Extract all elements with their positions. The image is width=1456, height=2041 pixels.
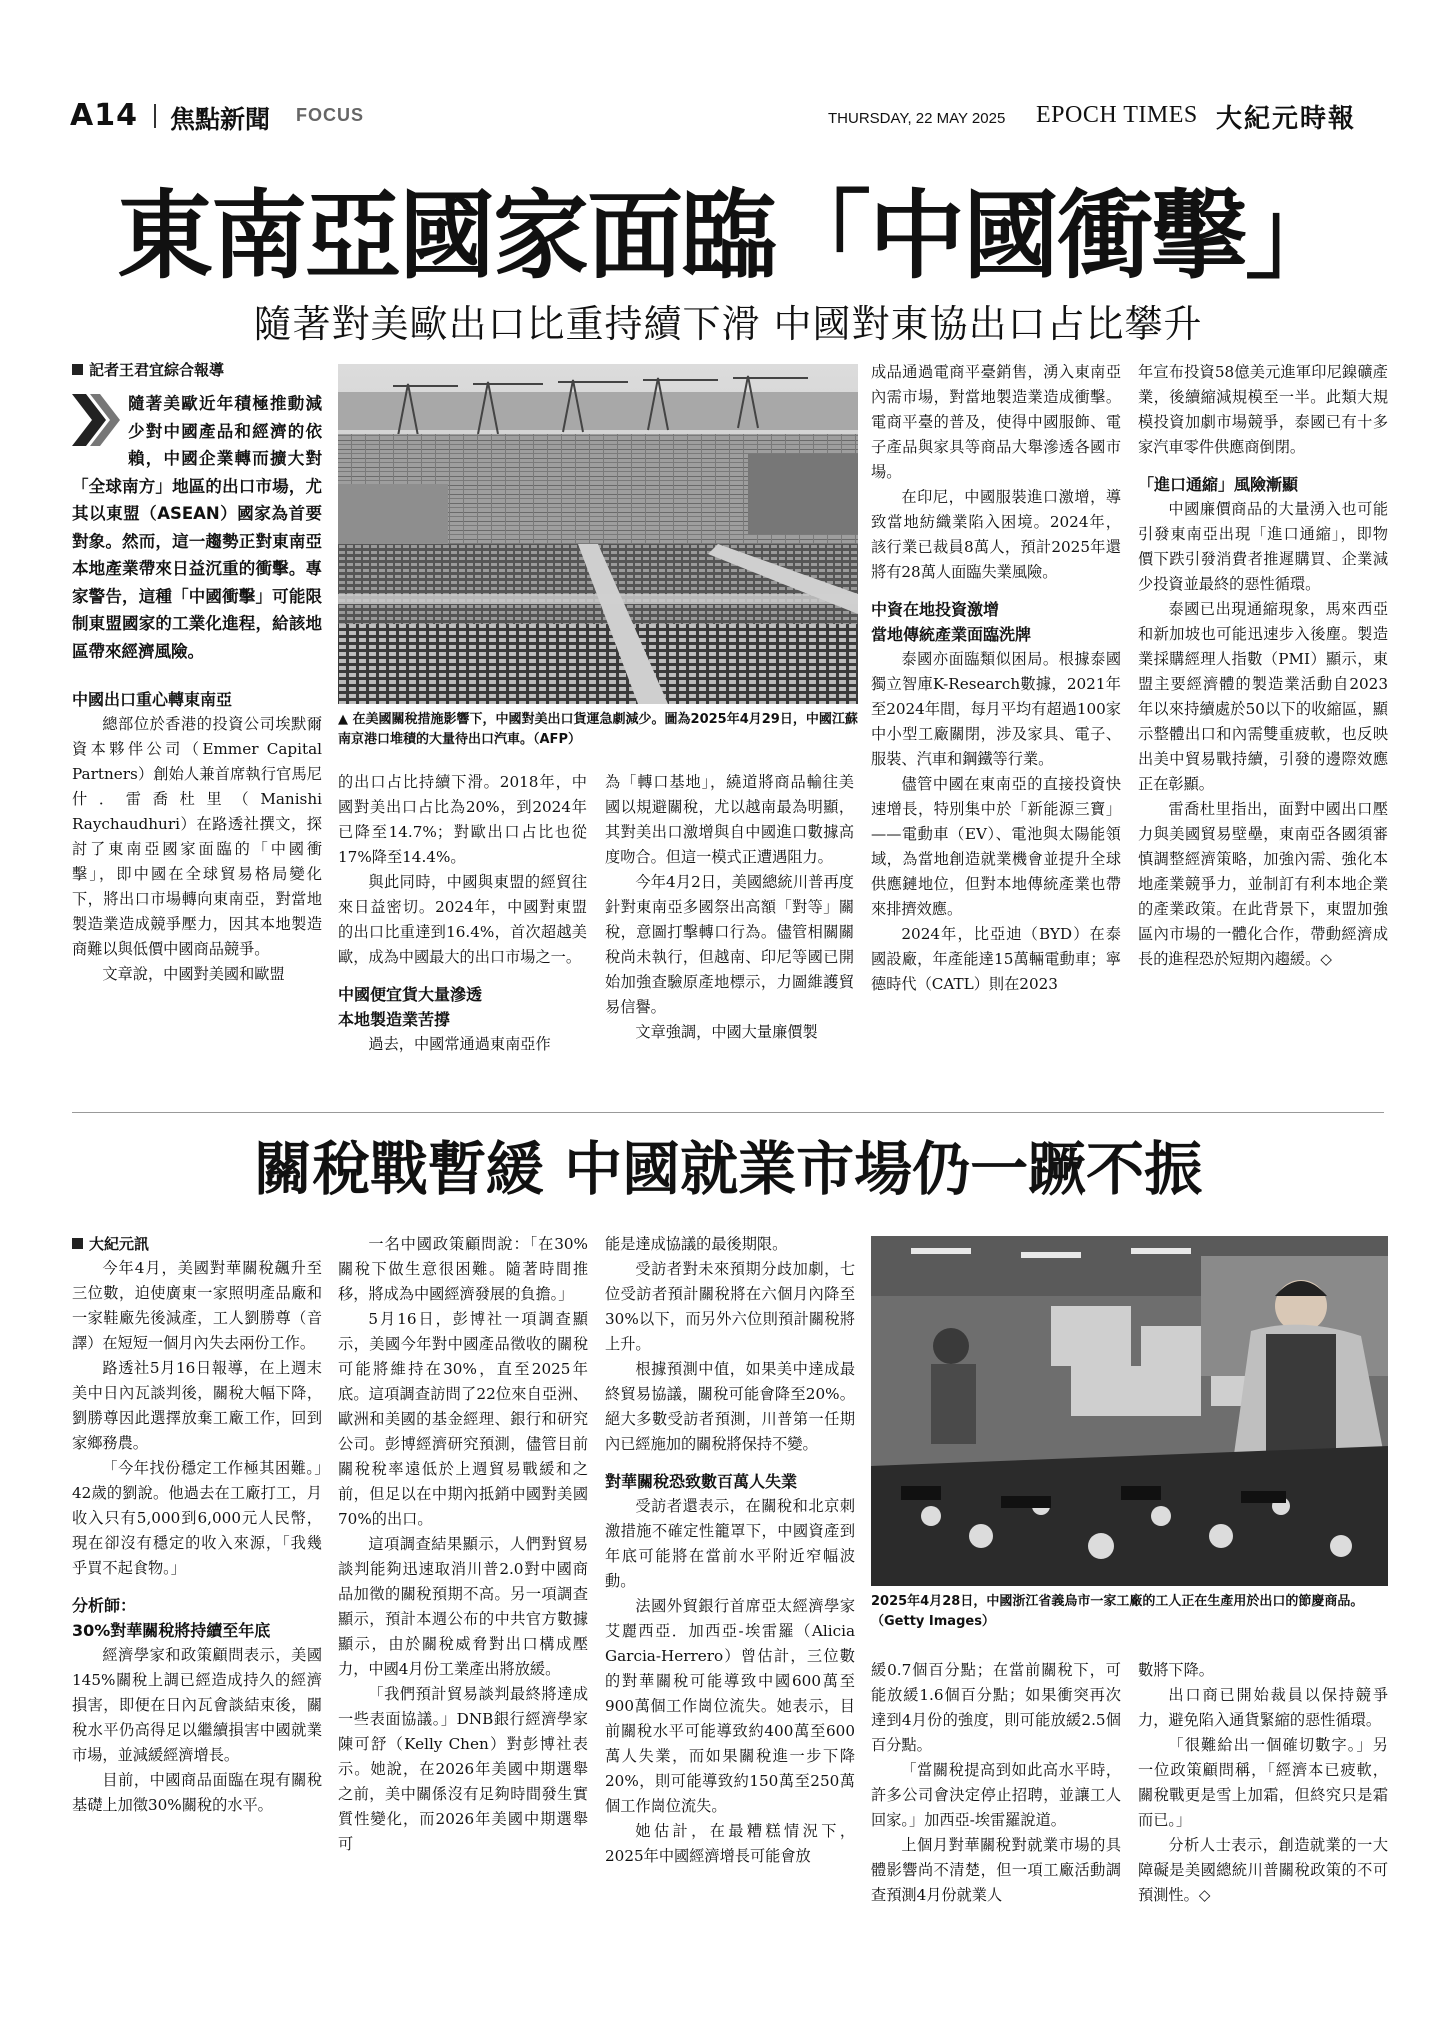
article-paragraph: 成品通過電商平臺銷售，湧入東南亞內需市場，對當地製造業造成衝擊。電商平臺的普及，使得中國服飾、電子產品與家具等商品大舉滲透各國市場。 [871, 363, 1121, 481]
article-paragraph: 泰國已出現通縮現象，馬來西亞和新加坡也可能迅速步入後塵。製造業採購經理人指數（PMI）顯示，東盟主要經濟體的製造業活動自2023年以來持續處於50以下的收縮區，顯示整體出口和內需雙重疲軟，也反映出美中貿易戰持續，引發的邊際效應正在彰顯。 [1138, 600, 1388, 793]
article-paragraph: 出口商已開始裁員以保持競爭力，避免陷入通貨緊縮的惡性循環。 [1138, 1686, 1388, 1729]
story2-column-1 [72, 1232, 322, 2012]
story-divider [72, 1112, 1384, 1113]
article-subhead: 「進口通縮」風險漸顯 [1138, 475, 1299, 494]
article-paragraph: 的出口占比持續下滑。2018年，中國對美出口占比為20%，到2024年已降至14.7%；對歐出口占比也從17%降至14.4%。 [338, 773, 587, 866]
story2-column-2 [338, 1232, 588, 2012]
article-paragraph: 今年4月2日，美國總統川普再度針對東南亞多國祭出高額「對等」關稅，意圖打擊轉口行為。儘管相關關稅尚未執行，但越南、印尼等國已開始加強查驗原產地標示，力圖維護貿易信譽。 [605, 873, 854, 1016]
header-separator [154, 104, 156, 128]
article-paragraph: 今年4月，美國對華關稅飆升至三位數，迫使廣東一家照明產品廠和一家鞋廠先後減產，工人劉勝尊（音譯）在短短一個月內失去兩份工作。 [72, 1259, 322, 1352]
article-paragraph: 過去，中國常通過東南亞作 [368, 1035, 551, 1053]
story2-headline: 關稅戰暫緩 中國就業市場仍一蹶不振 [253, 1135, 1203, 1203]
factory-workers-photo-caption: 2025年4月28日，中國浙江省義烏市一家工廠的工人正在生產用於出口的節慶商品。（Getty Images） [871, 1594, 1364, 1629]
issue-date: THURSDAY, 22 MAY 2025 [828, 110, 1006, 127]
masthead [70, 98, 1388, 134]
story1-column-1 [72, 358, 322, 1118]
article-paragraph: 年宣布投資58億美元進軍印尼鎳礦產業，後續縮減規模至一半。此類大規模投資加劇市場競爭，泰國已有十多家汽車零件供應商倒閉。 [1138, 363, 1388, 456]
article-subhead: 當地傳統產業面臨洗牌 [871, 625, 1032, 644]
factory-workers-photo [871, 1236, 1388, 1586]
chevron-right-icon [72, 394, 120, 446]
article-paragraph: 文章說，中國對美國和歐盟 [102, 965, 285, 983]
story1-column-4 [871, 360, 1121, 1100]
story1-column-2 [338, 770, 587, 1100]
article-paragraph: 與此同時，中國與東盟的經貿往來日益密切。2024年，中國對東盟的出口比重達到16.4%，首次超越美歐，成為中國最大的出口市場之一。 [338, 873, 587, 966]
article-paragraph: 為「轉口基地」，繞道將商品輸往美國以規避關稅，尤以越南最為明顯，其對美出口激增與自中國進口數據高度吻合。但這一模式正遭遇阻力。 [605, 773, 854, 866]
article-paragraph: 路透社5月16日報導，在上週末美中日內瓦談判後，關稅大幅下降，劉勝尊因此選擇放棄工廠工作，回到家鄉務農。 [72, 1359, 322, 1452]
article-paragraph: 上個月對華關稅對就業市場的具體影響尚不清楚，但一項工廠活動調查預測4月份就業人 [871, 1836, 1121, 1904]
section-name-en: FOCUS [296, 105, 364, 125]
port-cars-image [338, 364, 858, 704]
story2-col1-body [72, 1256, 322, 1818]
article-paragraph: 儘管中國在東南亞的直接投資快速增長，特別集中於「新能源三寶」——電動車（EV）、電池與太陽能領域，為當地創造就業機會並提升全球供應鏈地位，但對本地傳統產業也帶來排擠效應。 [871, 775, 1121, 918]
article-paragraph: 受訪者還表示，在關稅和北京刺激措施不確定性籠罩下，中國資產到年底可能將在當前水平附近窄幅波動。 [605, 1497, 855, 1590]
article-paragraph: 能是達成協議的最後期限。 [605, 1235, 788, 1253]
port-cars-photo-caption: ▲ 在美國關稅措施影響下，中國對美出口貨運急劇減少。圖為2025年4月29日，中國江蘇南京港口堆積的大量待出口汽車。（AFP） [338, 712, 858, 747]
article-paragraph: 經濟學家和政策顧問表示，美國145%關稅上調已經造成持久的經濟損害，即便在日內瓦會談結束後，關稅水平仍高得足以繼續損害中國就業市場，並減緩經濟增長。 [72, 1646, 322, 1764]
article-paragraph: 法國外貿銀行首席亞太經濟學家艾麗西亞．加西亞-埃雷羅（Alicia Garcia-Herrero）曾估計，三位數的對華關稅可能導致中國600萬至900萬個工作崗位流失。她表示，目前關稅水平可能導致約400萬至600萬人失業，而如果關稅進一步下降20%，則可能導致約150萬至250萬個工作崗位流失。 [605, 1597, 855, 1815]
article-subhead: 對華關稅恐致數百萬人失業 [605, 1472, 798, 1491]
story2-column-3 [605, 1232, 855, 2012]
article-subhead: 中資在地投資激增 [871, 600, 1000, 619]
story2-column-5 [1138, 1658, 1388, 2008]
article-paragraph: 目前，中國商品面臨在現有關稅基礎上加徵30%關稅的水平。 [72, 1771, 322, 1814]
factory-workers-image [871, 1236, 1388, 1586]
paper-name-en: EPOCH TIMES [1036, 102, 1198, 128]
article-subhead: 30%對華關稅將持續至年底 [72, 1621, 271, 1640]
story1-col1-body [72, 687, 322, 987]
article-paragraph: 5月16日，彭博社一項調查顯示，美國今年對中國產品徵收的關稅可能將維持在30%，直至2025年底。這項調查訪問了22位來自亞洲、歐洲和美國的基金經理、銀行和研究公司。彭博經濟研究預測，儘管目前關稅稅率遠低於上週貿易戰緩和之前，但足以在中期內抵銷中國對美國70%的出口。 [338, 1310, 588, 1528]
article-paragraph: 分析人士表示，創造就業的一大障礙是美國總統川普關稅政策的不可預測性。◇ [1138, 1836, 1388, 1904]
article-paragraph: 雷喬杜里指出，面對中國出口壓力與美國貿易壁壘，東南亞各國須審慎調整經濟策略，加強內需、強化本地產業競爭力，並制訂有利本地企業的產業政策。在此背景下，東盟加強區內市場的一體化合作，帶動經濟成長的進程恐於短期內趨緩。◇ [1138, 800, 1388, 968]
article-paragraph: 「當關稅提高到如此高水平時，許多公司會決定停止招聘，並讓工人回家。」加西亞-埃雷羅說道。 [871, 1761, 1121, 1829]
story1-column-5 [1138, 360, 1388, 1100]
story1-subheadline: 隨著對美歐出口比重持續下滑 中國對東協出口占比攀升 [253, 302, 1203, 346]
story1-byline: 記者王君宜綜合報導 [72, 358, 322, 382]
article-paragraph: 中國廉價商品的大量湧入也可能引發東南亞出現「進口通縮」，即物價下跌引發消費者推遲購買、企業減少投資並最終的惡性循環。 [1138, 500, 1388, 593]
page-number: A14 [70, 98, 138, 133]
article-subhead: 分析師： [72, 1596, 137, 1615]
byline-square-icon [72, 364, 83, 375]
article-paragraph: 在印尼，中國服裝進口激增，導致當地紡織業陷入困境。2024年，該行業已裁員8萬人，預計2025年還將有28萬人面臨失業風險。 [871, 488, 1121, 581]
article-paragraph: 她估計，在最糟糕情況下，2025年中國經濟增長可能會放 [605, 1822, 855, 1865]
paper-logo-zh: 大紀元時報 [1216, 104, 1357, 134]
article-paragraph: 文章強調，中國大量廉價製 [635, 1023, 818, 1041]
article-paragraph: 緩0.7個百分點；在當前關稅下，可能放緩1.6個百分點；如果衝突再次達到4月份的強度，則可能放緩2.5個百分點。 [871, 1661, 1121, 1754]
story1-lead: 隨著美歐近年積極推動減少對中國產品和經濟的依賴，中國企業轉而擴大對「全球南方」地區的出口市場，尤其以東盟（ASEAN）國家為首要對象。然而，這一趨勢正對東南亞本地產業帶來日益沉重的衝擊。專家警告，這種「中國衝擊」可能限制東盟國家的工業化進程，給該地區帶來經濟風險。 [72, 394, 322, 661]
port-cars-photo [338, 364, 858, 704]
article-paragraph: 「很難給出一個確切數字。」另一位政策顧問稱，「經濟本已疲軟，關稅戰更是雪上加霜，但終究只是霜而已。」 [1138, 1736, 1388, 1829]
story2-byline: 大紀元訊 [72, 1232, 322, 1256]
story1-headline: 東南亞國家面臨「中國衝擊」 [117, 180, 1339, 292]
article-paragraph: 2024年，比亞迪（BYD）在泰國設廠，年產能達15萬輛電動車；寧德時代（CATL）則在2023 [871, 925, 1121, 993]
section-name-zh: 焦點新聞 [170, 105, 271, 134]
story1-column-3 [605, 770, 854, 1100]
story2-column-4 [871, 1658, 1121, 2008]
article-paragraph: 數將下降。 [1138, 1661, 1214, 1679]
article-subhead: 中國出口重心轉東南亞 [72, 690, 233, 709]
article-paragraph: 根據預測中值，如果美中達成最終貿易協議，關稅可能會降至20%。絕大多數受訪者預測，川普第一任期內已經施加的關稅將保持不變。 [605, 1360, 855, 1453]
article-paragraph: 這項調查結果顯示，人們對貿易談判能夠迅速取消川普2.0對中國商品加徵的關稅預期不高。另一項調查顯示，預計本週公布的中共官方數據顯示，由於關稅威脅對出口構成壓力，中國4月份工業產出將放緩。 [338, 1535, 588, 1678]
article-paragraph: 「我們預計貿易談判最終將達成一些表面協議。」DNB銀行經濟學家陳可舒（Kelly Chen）對彭博社表示。她說，在2026年美國中期選舉之前，美中關係沒有足夠時間發生實質性變化，而2026年美國中期選舉可 [338, 1685, 588, 1853]
article-subhead: 本地製造業苦撐 [338, 1010, 451, 1029]
article-paragraph: 一名中國政策顧問說：「在30%關稅下做生意很困難。隨著時間推移，將成為中國經濟發展的負擔。」 [338, 1235, 588, 1303]
article-paragraph: 受訪者對未來預期分歧加劇，七位受訪者預計關稅將在六個月內降至30%以下，而另外六位則預計關稅將上升。 [605, 1260, 855, 1353]
article-paragraph: 總部位於香港的投資公司埃默爾資本夥伴公司（Emmer Capital Partners）創始人兼首席執行官馬尼什．雷喬杜里（Manishi Raychaudhuri）在路透社撰文，探討了東南亞國家面臨的「中國衝擊」，即中國在全球貿易格局變化下，將出口市場轉向東南亞，對當地製造業造成競爭壓力，因其本地製造商難以與低價中國商品競爭。 [72, 715, 322, 958]
article-paragraph: 泰國亦面臨類似困局。根據泰國獨立智庫K-Research數據，2021年至2024年間，每月平均有超過100家中小型工廠關閉，涉及家具、電子、服裝、汽車和鋼鐵等行業。 [871, 650, 1121, 768]
byline-square-icon [72, 1238, 83, 1249]
article-paragraph: 「今年找份穩定工作極其困難。」42歲的劉說。他過去在工廠打工，月收入只有5,000到6,000元人民幣，現在卻沒有穩定的收入來源，「我幾乎買不起食物。」 [72, 1459, 322, 1577]
article-subhead: 中國便宜貨大量滲透 [338, 985, 483, 1004]
